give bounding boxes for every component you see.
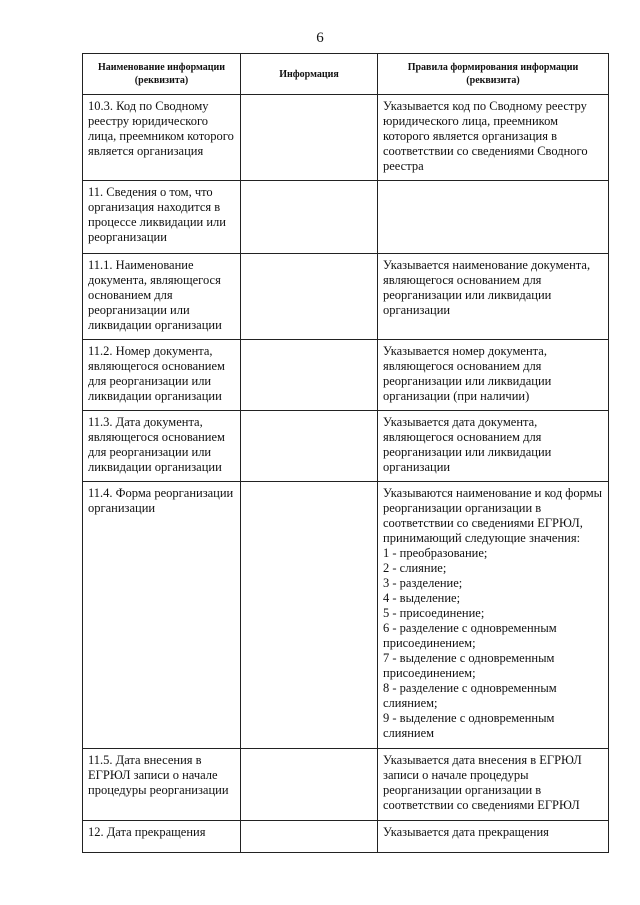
rule-item: 6 - разделение с одновременным присоединением;: [383, 621, 557, 650]
row-info: [241, 482, 378, 749]
table-row: [83, 749, 609, 821]
row-info: [241, 749, 378, 821]
table-row: [83, 821, 609, 853]
header-rules: Правила формирования информации (реквизита): [378, 54, 609, 95]
rule-item: 1 - преобразование;: [383, 546, 488, 560]
rule-item: 2 - слияние;: [383, 561, 447, 575]
rule-item: 5 - присоединение;: [383, 606, 485, 620]
table-row: [83, 181, 609, 254]
table-row: [83, 340, 609, 411]
table-row: [83, 482, 609, 749]
row-name: 11.4. Форма реорганизации организации: [83, 482, 241, 749]
row-info: [241, 821, 378, 853]
rule-item: 4 - выделение;: [383, 591, 461, 605]
row-name: 10.3. Код по Сводному реестру юридического лица, преемником которого является организация: [83, 95, 241, 181]
table-header-row: [83, 54, 609, 95]
page-number: 6: [316, 30, 324, 46]
row-info: [241, 95, 378, 181]
row-rule: Указывается номер документа, являющегося основанием для реорганизации или ликвидации организации (при наличии): [378, 340, 609, 411]
header-info: Информация: [241, 54, 378, 95]
requisites-table: [82, 53, 609, 853]
row-name: 11.3. Дата документа, являющегося основанием для реорганизации или ликвидации организации: [83, 411, 241, 482]
rule-item: 8 - разделение с одновременным слиянием;: [383, 681, 557, 710]
rule-intro: Указываются наименование и код формы реорганизации организации в соответствии со сведениями ЕГРЮЛ, принимающий следующие значения:: [383, 486, 603, 545]
row-name: 11.1. Наименование документа, являющегося основанием для реорганизации или ликвидации организации: [83, 254, 241, 340]
header-name: Наименование информации (реквизита): [83, 54, 241, 95]
row-name: 11.2. Номер документа, являющегося основанием для реорганизации или ликвидации организации: [83, 340, 241, 411]
row-info: [241, 254, 378, 340]
row-name: 12. Дата прекращения: [83, 821, 241, 853]
rule-item: 7 - выделение с одновременным присоединением;: [383, 651, 555, 680]
table-row: [83, 95, 609, 181]
row-info: [241, 411, 378, 482]
row-rule: [378, 181, 609, 254]
table-row: [83, 411, 609, 482]
row-info: [241, 340, 378, 411]
row-rule: Указывается дата прекращения: [378, 821, 609, 853]
row-info: [241, 181, 378, 254]
row-name: 11. Сведения о том, что организация находится в процессе ликвидации или реорганизации: [83, 181, 241, 254]
rule-item: 3 - разделение;: [383, 576, 463, 590]
table-row: [83, 254, 609, 340]
row-rule: Указывается дата документа, являющегося основанием для реорганизации или ликвидации организации: [378, 411, 609, 482]
row-rule: Указывается наименование документа, являющегося основанием для реорганизации или ликвидации организации: [378, 254, 609, 340]
row-rule: [378, 482, 609, 749]
row-rule: Указывается дата внесения в ЕГРЮЛ записи о начале процедуры реорганизации организации в соответствии со сведениями ЕГРЮЛ: [378, 749, 609, 821]
rule-item: 9 - выделение с одновременным слиянием: [383, 711, 555, 740]
row-name: 11.5. Дата внесения в ЕГРЮЛ записи о начале процедуры реорганизации: [83, 749, 241, 821]
row-rule: Указывается код по Сводному реестру юридического лица, преемником которого является организация в соответствии со сведениями Сводного реестра: [378, 95, 609, 181]
